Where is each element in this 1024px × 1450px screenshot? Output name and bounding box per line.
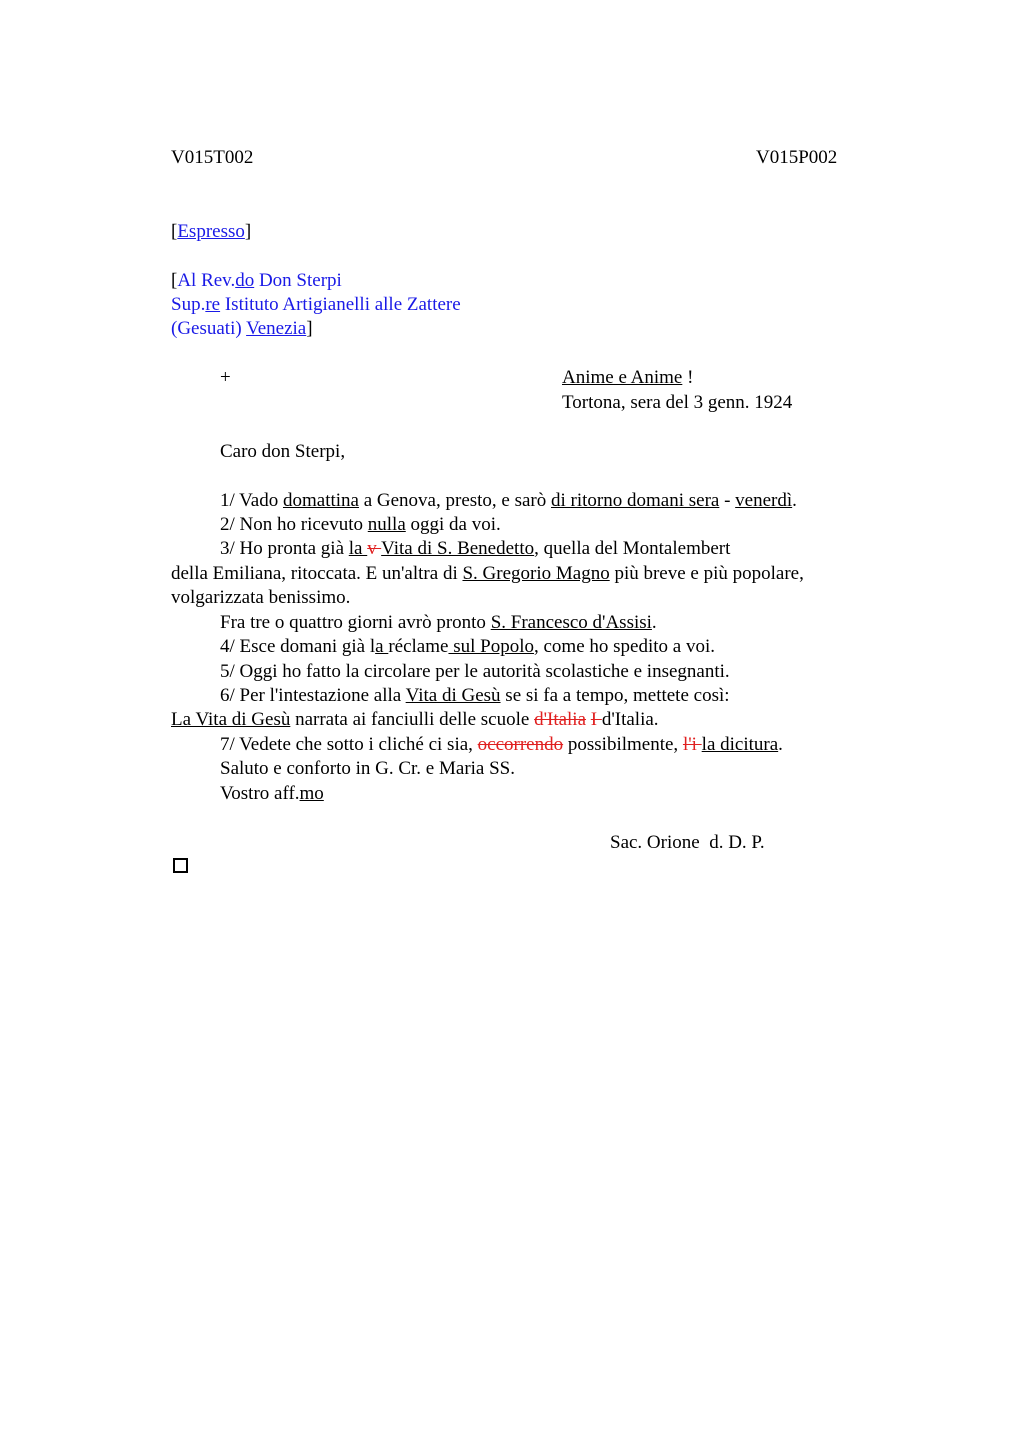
underlined-text: domattina [282,490,359,511]
text: narrata ai fanciulli delle scuole [290,709,535,730]
item-3-line-2 [171,563,804,585]
text: , quella del Montalembert [534,538,731,559]
signature: Sac. Orione d. D. P. [610,832,765,853]
text: 3/ Ho pronta già [220,538,349,559]
text: 6/ Per l'intestazione alla [220,685,406,706]
underlined-text: la [348,538,368,559]
address-text: (Gesuati) [171,318,247,339]
end-marker-box [173,858,188,873]
underlined-text: Vita di Gesù [405,685,501,706]
underlined-text: a [375,636,389,657]
text: 4/ Esce domani già l [220,636,376,657]
text: 2/ Non ho ricevuto [220,514,368,535]
text: Fra tre o quattro giorni avrò pronto [220,612,491,633]
closing-greeting: Saluto e conforto in G. Cr. e Maria SS. [220,758,515,779]
motto-exclamation: ! [682,367,694,388]
address-text: Sup. [171,294,206,315]
address-text: Don Sterpi [254,270,342,291]
item-7 [220,734,783,756]
deleted-text: d'Italia [534,709,587,730]
address-line-2 [171,294,461,316]
address-city: Venezia [246,318,307,339]
address-text: Istituto Artigianelli alle Zattere [220,294,461,315]
left-code: V015T002 [171,147,254,168]
right-code: V015P002 [756,147,838,168]
underlined-text: di ritorno domani sera [551,490,720,511]
address-superscript: re [205,294,221,315]
text: . [651,612,657,633]
item-5: 5/ Oggi ho fatto la circolare per le autorità scolastiche e insegnanti. [220,661,730,682]
underlined-text: nulla [367,514,406,535]
item-3-line-3: volgarizzata benissimo. [171,587,351,608]
underlined-text: la dicitura [701,734,779,755]
text: 1/ Vado [220,490,283,511]
underlined-text: sul Popolo [448,636,534,657]
text: , come ho spedito a voi. [533,636,715,657]
text: . [778,734,783,755]
item-3-line-4 [220,612,657,634]
closing-yours [220,783,324,805]
address-superscript: do [235,270,255,291]
text: - [719,490,736,511]
text: più breve e più popolare, [609,563,804,584]
address-line-3: (Gesuati) Venezia] [171,318,313,339]
text: oggi da voi. [405,514,501,535]
motto-text: Anime e Anime [562,367,683,388]
espresso-label: Espresso [177,221,245,242]
item-3 [220,538,730,560]
text: possibilmente, [563,734,683,755]
deleted-text: l'i [682,734,702,755]
item-6-line-2 [171,709,659,731]
text: . [792,490,797,511]
text: réclame [388,636,449,657]
underlined-text: Vita di S. Benedetto [381,538,535,559]
underlined-text: S. Francesco d'Assisi [490,612,652,633]
deleted-text: I [590,709,602,730]
text: a Genova, presto, e sarò [358,490,552,511]
salutation: Caro don Sterpi, [220,441,346,462]
text: Vostro aff. [220,783,300,804]
text: della Emiliana, ritoccata. E un'altra di [171,563,463,584]
motto [562,367,693,389]
deleted-text: v [367,538,382,559]
address-text: Al Rev. [177,270,236,291]
deleted-text: occorrendo [477,734,564,755]
place-date: Tortona, sera del 3 genn. 1924 [562,392,793,413]
underlined-text: venerdì [735,490,793,511]
text: d'Italia. [601,709,659,730]
item-2 [220,514,501,536]
text: se si fa a tempo, mettete così: [500,685,730,706]
underlined-text: La Vita di Gesù [171,709,291,730]
item-6 [220,685,730,707]
espresso-line: [Espresso] [171,221,252,242]
item-4 [220,636,715,658]
address-line-1: [Al Rev.do Don Sterpi [171,270,342,291]
text: 7/ Vedete che sotto i cliché ci sia, [220,734,478,755]
underlined-text: mo [299,783,324,804]
cross-mark: + [220,367,231,388]
underlined-text: S. Gregorio Magno [462,563,610,584]
item-1 [220,490,797,512]
